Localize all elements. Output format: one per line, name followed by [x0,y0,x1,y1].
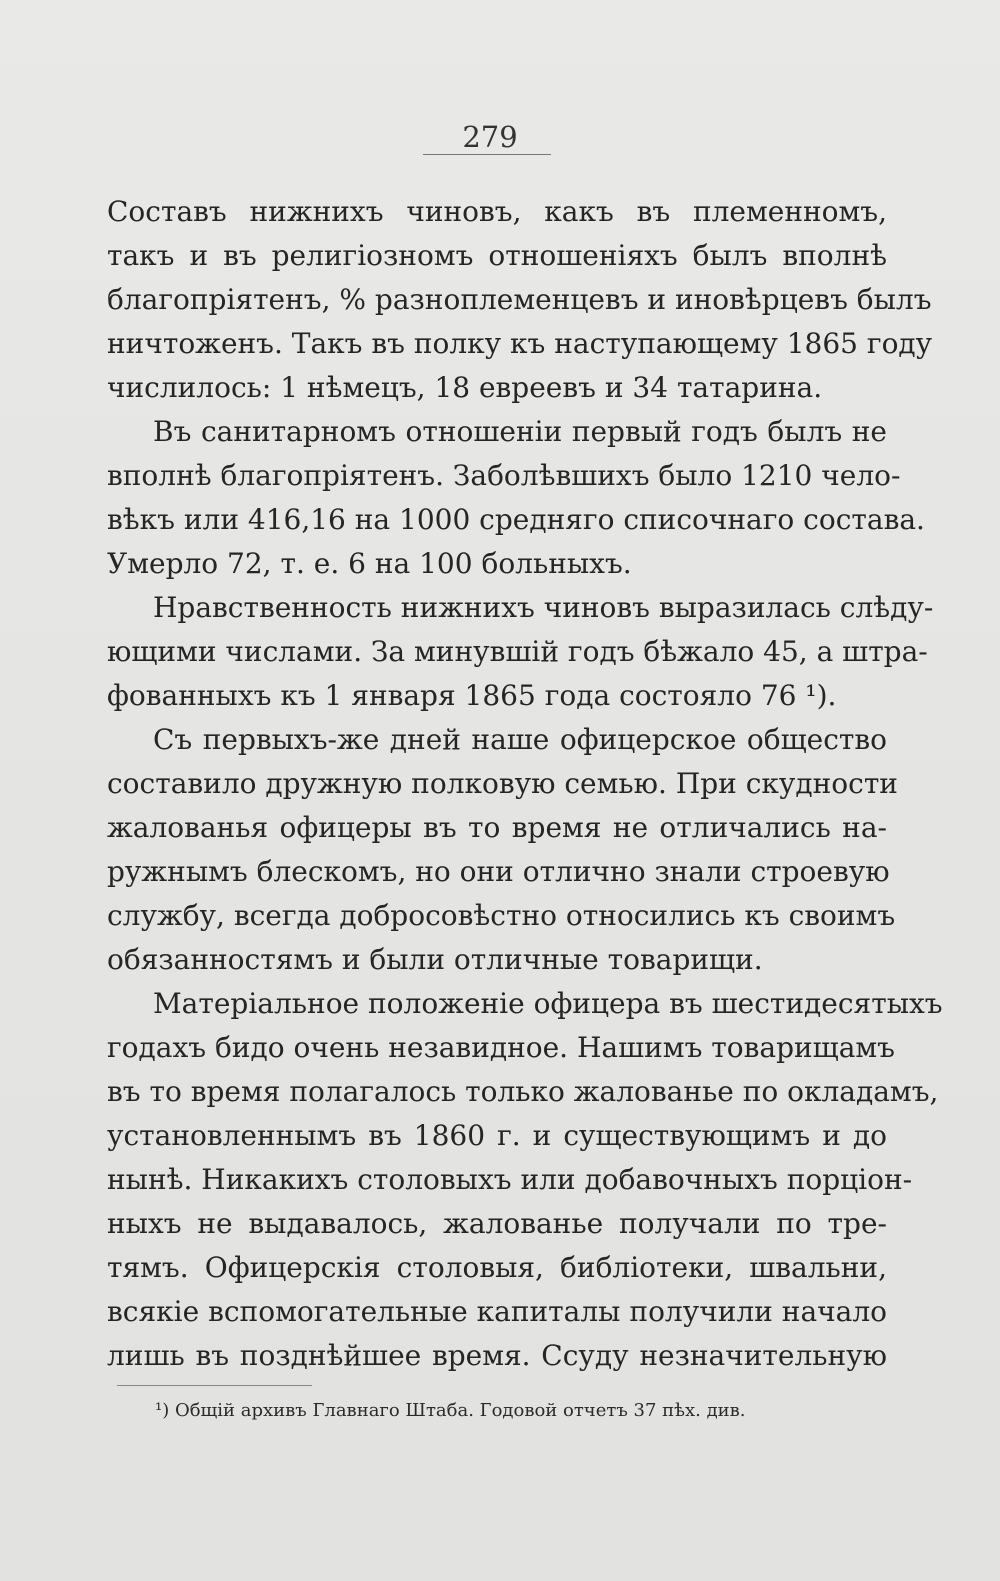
text-line: жалованья офицеры въ то время не отличались на- [107,811,887,844]
text-line: такъ и въ религіозномъ отношеніяхъ былъ вполнѣ [107,239,887,272]
text-line: ющими числами. За минувшій годъ бѣжало 45, а штра- [107,635,928,668]
header-rule [423,154,551,155]
text-line: Съ первыхъ-же дней наше офицерское общество [153,723,887,756]
text-line: тямъ. Офицерскія столовыя, библіотеки, швальни, [107,1251,887,1284]
text-line: фованныхъ къ 1 января 1865 года состояло 76 ¹). [107,679,837,712]
text-line: Въ санитарномъ отношеніи первый годъ былъ не [153,415,887,448]
text-line: благопріятенъ, % разноплеменцевъ и иновѣрцевъ былъ [107,283,932,316]
text-line: Составъ нижнихъ чиновъ, какъ въ племенномъ, [107,195,887,228]
text-line: установленнымъ въ 1860 г. и существующимъ и до [107,1119,887,1152]
text-line: числилось: 1 нѣмецъ, 18 евреевъ и 34 татарина. [107,371,823,404]
text-line: ныхъ не выдавалось, жалованье получали по тре- [107,1207,887,1240]
text-line: обязанностямъ и были отличные товарищи. [107,943,763,976]
page-number: 279 [462,120,518,154]
text-line: вѣкъ или 416,16 на 1000 средняго списочнаго состава. [107,503,925,536]
footnote-rule [117,1385,312,1386]
text-line: нынѣ. Никакихъ столовыхъ или добавочныхъ порціон- [107,1163,913,1196]
text-line: службу, всегда добросовѣстно относились къ своимъ [107,899,896,932]
text-line: ружнымъ блескомъ, но они отлично знали строевую [107,855,890,888]
footnote: ¹) Общій архивъ Главнаго Штаба. Годовой отчетъ 37 пѣх. див. [155,1400,746,1421]
text-line: вполнѣ благопріятенъ. Заболѣвшихъ было 1210 чело- [107,459,901,492]
text-line: всякіе вспомогательные капиталы получили начало [107,1295,887,1328]
text-line: Умерло 72, т. е. 6 на 100 больныхъ. [107,547,632,580]
text-line: лишь въ позднѣйшее время. Ссуду незначительную [107,1339,887,1372]
text-line: Матеріальное положеніе офицера въ шестидесятыхъ [153,987,943,1020]
text-line: Нравственность нижнихъ чиновъ выразилась слѣду- [153,591,934,624]
text-line: годахъ бидо очень незавидное. Нашимъ товарищамъ [107,1031,895,1064]
text-line: въ то время полагалось только жалованье по окладамъ, [107,1075,939,1108]
text-line: ничтоженъ. Такъ въ полку къ наступающему 1865 году [107,327,933,360]
text-line: составило дружную полковую семью. При скудности [107,767,898,800]
